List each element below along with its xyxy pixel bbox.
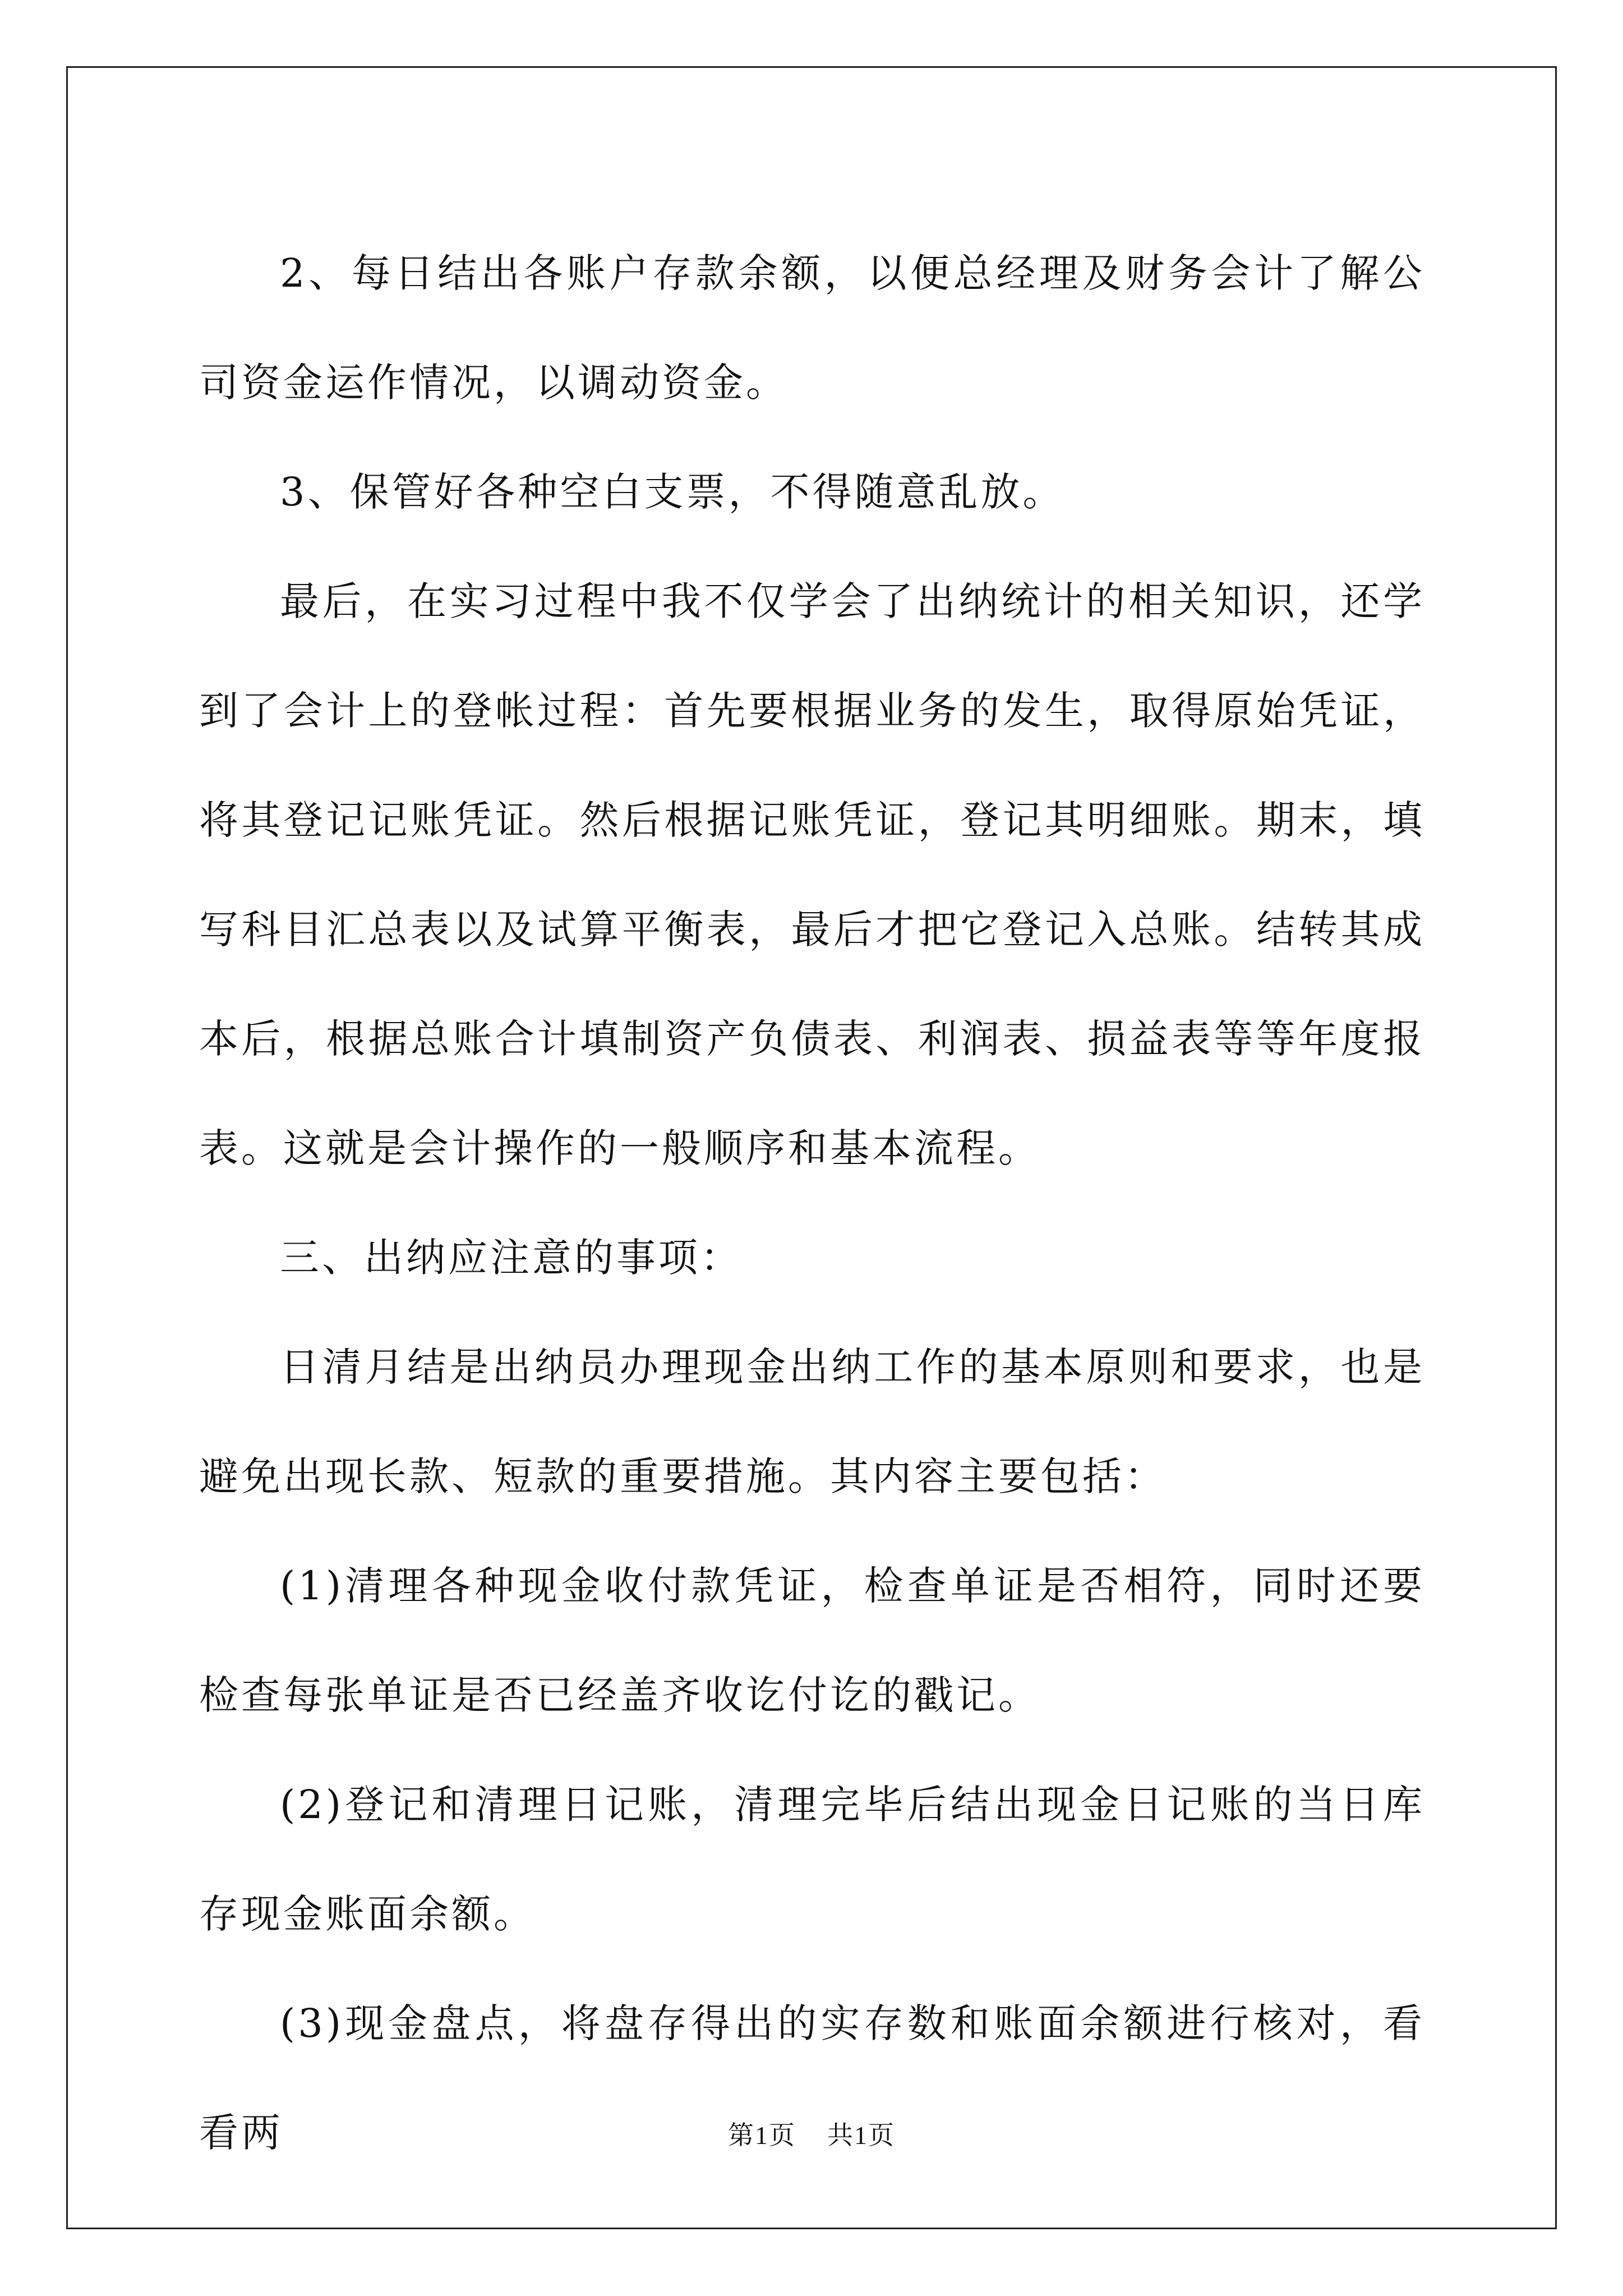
page-total: 共1页 [827,2121,895,2150]
section-heading: 三、出纳应注意的事项： [280,1235,743,1281]
document-body [199,219,1425,2188]
page-footer [0,2115,1623,2152]
paragraph-1: 2、每日结出各账户存款余额，以便总经理及财务会计了解公司资金运作情况，以调动资金。 [199,250,1425,406]
paragraph-5: 日清月结是出纳员办理现金出纳工作的基本原则和要求，也是避免出现长款、短款的重要措施。其内容主要包括： [199,1344,1425,1499]
page-number: 第1页 [728,2121,796,2150]
paragraph-2: 3、保管好各种空白支票，不得随意乱放。 [280,469,1065,515]
list-item-3: (3)现金盘点，将盘存得出的实存数和账面余额进行核对，看看两 [199,2000,1425,2156]
list-item-2: (2)登记和清理日记账，清理完毕后结出现金日记账的当日库存现金账面余额。 [199,1782,1425,1937]
list-item-1: (1)清理各种现金收付款凭证，检查单证是否相符，同时还要检查每张单证是否已经盖齐收讫付讫的戳记。 [199,1563,1425,1718]
paragraph-3: 最后，在实习过程中我不仅学会了出纳统计的相关知识，还学到了会计上的登帐过程：首先要根据业务的发生，取得原始凭证，将其登记记账凭证。然后根据记账凭证，登记其明细账。期末，填写科目汇总表以及试算平衡表，最后才把它登记入总账。结转其成本后，根据总账合计填制资产负债表、利润表、损益表等等年度报表。这就是会计操作的一般顺序和基本流程。 [199,578,1425,1171]
